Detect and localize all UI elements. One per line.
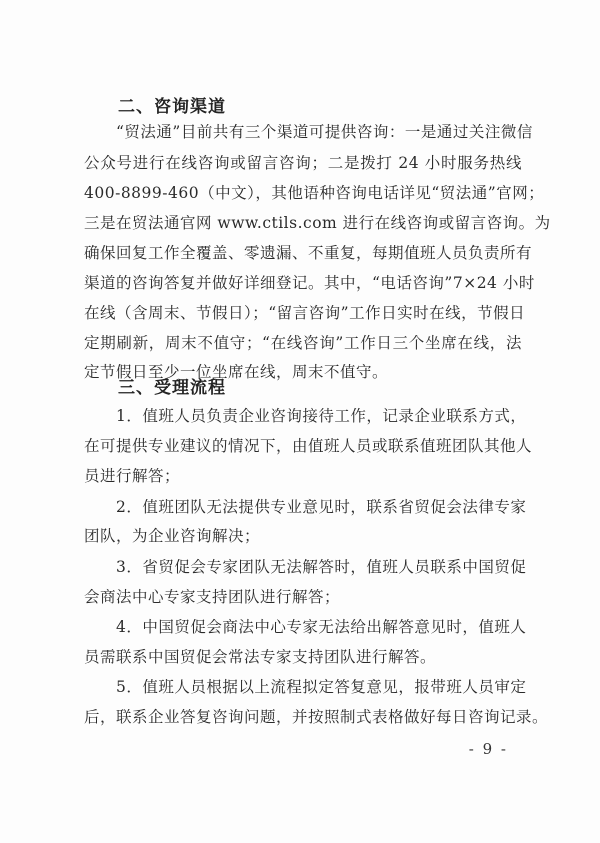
process-step-line: 团队，为企业咨询解决； <box>84 527 261 545</box>
process-step-line: 5．值班人员根据以上流程拟定答复意见，报带班人员审定 <box>116 678 527 696</box>
paragraph-line: 公众号进行在线咨询或留言咨询；二是拨打 24 小时服务热线 <box>84 154 522 172</box>
process-step-line: 员进行解答； <box>84 467 181 485</box>
process-step-line: 1．值班人员负责企业咨询接待工作，记录企业联系方式， <box>116 407 527 425</box>
paragraph-line: 确保回复工作全覆盖、零遗漏、不重复，每期值班人员负责所有 <box>84 244 533 262</box>
paragraph-line: 渠道的咨询答复并做好详细登记。其中，“电话咨询”7×24 小时 <box>84 274 535 292</box>
paragraph-line: 在线（含周末、节假日）；“留言咨询”工作日实时在线，节假日 <box>84 304 526 322</box>
paragraph-line: 定期刷新，周末不值守；“在线咨询”工作日三个坐席在线，法 <box>84 334 522 352</box>
section-heading-consultation-channels: 二、咨询渠道 <box>118 97 226 117</box>
process-step-line: 在可提供专业建议的情况下，由值班人员或联系值班团队其他人 <box>84 437 533 455</box>
process-step-line: 3．省贸促会专家团队无法解答时，值班人员联系中国贸促 <box>116 558 527 576</box>
process-step-line: 员需联系中国贸促会常法专家支持团队进行解答。 <box>84 648 437 666</box>
process-step-line: 4．中国贸促会商法中心专家无法给出解答意见时，值班人 <box>116 618 527 636</box>
paragraph-line: 定节假日至少一位坐席在线，周末不值守。 <box>84 363 389 381</box>
process-step-line: 会商法中心专家支持团队进行解答； <box>84 588 341 606</box>
paragraph-line: “贸法通”目前共有三个渠道可提供咨询：一是通过关注微信 <box>116 123 533 141</box>
paragraph-line: 400-8899-460（中文），其他语种咨询电话详见“贸法通”官网； <box>84 184 545 202</box>
page-number: - 9 - <box>468 740 508 758</box>
process-step-line: 后，联系企业答复咨询问题，并按照制式表格做好每日咨询记录。 <box>84 708 549 726</box>
process-step-line: 2．值班团队无法提供专业意见时，联系省贸促会法律专家 <box>116 498 527 516</box>
paragraph-line: 三是在贸法通官网 www.ctils.com 进行在线咨询或留言咨询。为 <box>84 214 551 232</box>
section-heading-acceptance-process: 三、受理流程 <box>118 378 226 398</box>
